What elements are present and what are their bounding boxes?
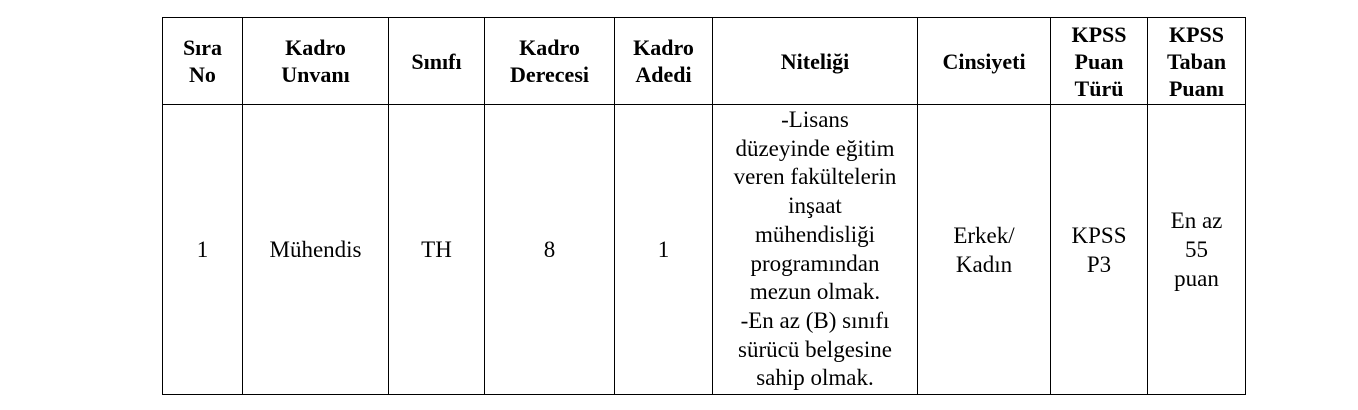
- cell-kpss-puan-turu: KPSS P3: [1051, 105, 1148, 395]
- niteligi-line: düzeyinde eğitim: [735, 135, 895, 161]
- niteligi-line: veren fakültelerin: [733, 164, 897, 190]
- niteligi-line: inşaat: [788, 193, 842, 219]
- header-kadro-unvani: Kadro Unvanı: [243, 18, 389, 105]
- header-kpss-taban-puani: KPSS Taban Puanı: [1148, 18, 1246, 105]
- header-sira-no: Sıra No: [163, 18, 243, 105]
- header-kpss-puan-turu: KPSS Puan Türü: [1051, 18, 1148, 105]
- niteligi-line: mezun olmak.: [749, 279, 881, 305]
- header-sinifi: Sınıfı: [389, 18, 485, 105]
- header-cinsiyeti: Cinsiyeti: [918, 18, 1051, 105]
- cell-niteligi: [713, 105, 918, 395]
- niteligi-line: programından: [750, 250, 880, 276]
- kadro-table: [162, 17, 1246, 395]
- cell-cinsiyeti: Erkek/ Kadın: [918, 105, 1051, 395]
- cell-sinifi: TH: [389, 105, 485, 395]
- niteligi-line: sahip olmak.: [756, 365, 874, 391]
- niteligi-line: mühendisliği: [754, 221, 876, 247]
- header-kadro-derecesi: Kadro Derecesi: [485, 18, 615, 105]
- cell-kadro-derecesi: 8: [485, 105, 615, 395]
- header-kadro-adedi: Kadro Adedi: [615, 18, 713, 105]
- header-row: [163, 18, 1246, 105]
- cell-sira-no: 1: [163, 105, 243, 395]
- header-niteligi: Niteliği: [713, 18, 918, 105]
- niteligi-line: sürücü belgesine: [738, 336, 892, 362]
- cell-kpss-taban-puani: En az 55 puan: [1148, 105, 1246, 395]
- cell-kadro-unvani: Mühendis: [243, 105, 389, 395]
- niteligi-line: -En az (B) sınıfı: [740, 307, 890, 333]
- cell-kadro-adedi: 1: [615, 105, 713, 395]
- niteligi-line: -Lisans: [781, 106, 849, 132]
- table-row: [163, 105, 1246, 395]
